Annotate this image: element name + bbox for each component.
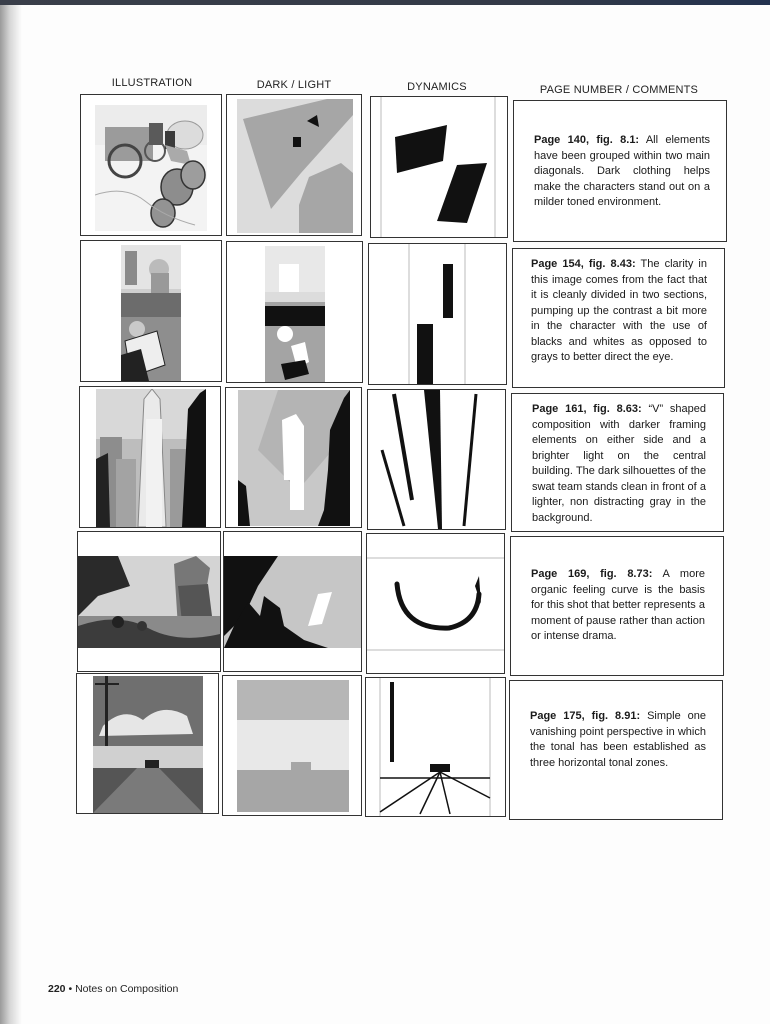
book-title: Notes on Composition [75,983,179,995]
header-illustration: ILLUSTRATION [111,77,193,89]
comment-ref-2: Page 154, fig. 8.43: [531,258,636,270]
header-dark-light: DARK / LIGHT [256,79,332,91]
comment-text-2 [531,257,707,366]
comment-ref-5: Page 175, fig. 8.91: [530,710,641,722]
comment-box-5 [509,680,723,820]
dynamics-diagram-2 [369,244,506,384]
book-spine-shadow [0,0,22,1024]
illustration-thumbnail-2 [80,240,222,382]
comment-box-2 [512,248,725,388]
dark-light-thumbnail-1 [226,94,362,236]
page-footer [48,983,178,995]
illustration-image-5 [93,676,203,813]
comment-body-1: All elements have been grouped within two main diagonals. Dark clothing helps make the characters stand out on a milder toned environment. [534,134,711,208]
comment-text-5 [530,709,706,771]
comment-ref-3: Page 161, fig. 8.63: [532,403,642,415]
comment-ref-1: Page 140, fig. 8.1: [534,134,640,146]
dynamics-thumbnail-1 [370,96,508,238]
dark-light-study-5 [237,680,349,812]
illustration-thumbnail-4 [77,531,221,672]
dark-light-study-4 [224,556,361,648]
comment-box-1 [513,100,727,242]
comment-body-3: “V” shaped composition with darker framing elements on either side and a brighter light on the central building. The dark silhouettes of the swat team stands clean in front of a lighter, non distracting gray in the background. [532,403,706,524]
dynamics-thumbnail-2 [368,243,507,385]
dynamics-diagram-1 [371,97,507,237]
page-top-edge [0,0,770,5]
dark-light-thumbnail-2 [226,241,363,383]
comment-body-5: Simple one vanishing point perspective in which the tonal has been established as three horizontal tonal zones. [530,710,706,769]
footer-bullet: • [68,983,73,995]
dark-light-study-2 [265,246,325,382]
dark-light-thumbnail-4 [223,531,362,672]
illustration-thumbnail-1 [80,94,222,236]
comment-text-3 [532,402,706,526]
dynamics-thumbnail-4 [366,533,505,674]
comment-box-4 [510,536,724,676]
dynamics-thumbnail-3 [367,389,506,530]
illustration-image-1 [95,105,207,231]
comment-body-4: A more organic feeling curve is the basis for this shot that better represents a moment of pause rather than action or intense drama. [531,568,705,642]
dark-light-thumbnail-3 [225,387,362,528]
header-dynamics: DYNAMICS [407,81,467,93]
page-number: 220 [48,983,66,995]
dynamics-thumbnail-5 [365,677,506,817]
comment-body-2: The clarity in this image comes from the fact that it is cleanly divided in two sections, pumping up the contrast a bit more in the character with the use of blacks and whites as opposed to grays to better direct the eye. [531,258,707,363]
comment-text-4 [531,567,705,645]
dark-light-study-3 [238,390,350,526]
comment-box-3 [511,393,724,532]
comment-text-1 [534,133,710,211]
comment-ref-4: Page 169, fig. 8.73: [531,568,653,580]
illustration-image-4 [78,556,220,648]
dynamics-diagram-5 [366,678,505,816]
dark-light-thumbnail-5 [222,675,362,816]
illustration-image-3 [96,389,206,527]
header-comments: PAGE NUMBER / COMMENTS [539,84,699,96]
dynamics-diagram-3 [368,390,505,529]
dynamics-diagram-4 [367,534,504,673]
dark-light-study-1 [237,99,353,233]
illustration-thumbnail-5 [76,673,219,814]
illustration-thumbnail-3 [79,386,221,528]
illustration-image-2 [121,245,181,381]
